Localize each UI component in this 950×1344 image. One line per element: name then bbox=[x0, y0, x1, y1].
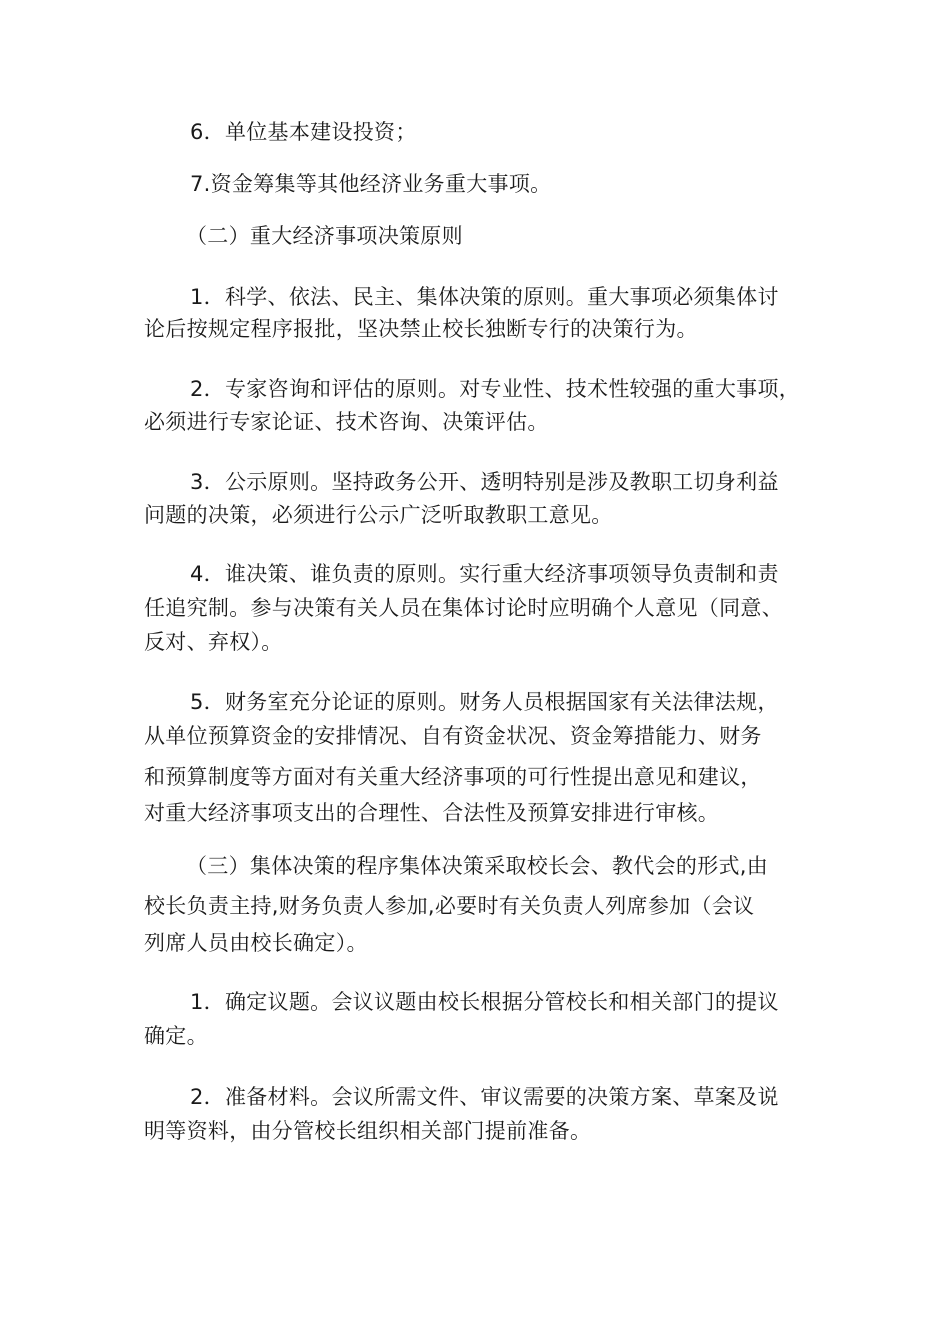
paragraph-line: 2．专家咨询和评估的原则。对专业性、技术性较强的重大事项， bbox=[190, 377, 801, 401]
paragraph-line: 反对、弃权）。 bbox=[144, 630, 283, 654]
paragraph-line: 1．科学、依法、民主、集体决策的原则。重大事项必须集体讨 bbox=[190, 285, 779, 309]
section-heading-2: （二）重大经济事项决策原则 bbox=[186, 224, 463, 248]
paragraph-line: （三）集体决策的程序集体决策采取校长会、教代会的形式,由 bbox=[186, 854, 769, 878]
paragraph-line: 5．财务室充分论证的原则。财务人员根据国家有关法律法规， bbox=[190, 690, 779, 714]
paragraph-line: 列席人员由校长确定）。 bbox=[144, 931, 368, 955]
paragraph-line: 任追究制。参与决策有关人员在集体讨论时应明确个人意见（同意、 bbox=[144, 596, 783, 620]
paragraph-line: 论后按规定程序报批，坚决禁止校长独断专行的决策行为。 bbox=[144, 317, 698, 341]
paragraph-line: 2．准备材料。会议所需文件、审议需要的决策方案、草案及说 bbox=[190, 1085, 779, 1109]
paragraph-line: 1．确定议题。会议议题由校长根据分管校长和相关部门的提议 bbox=[190, 990, 779, 1014]
paragraph-line: 4．谁决策、谁负责的原则。实行重大经济事项领导负责制和责 bbox=[190, 562, 779, 586]
list-item-7: 7.资金筹集等其他经济业务重大事项。 bbox=[190, 172, 552, 196]
paragraph-line: 对重大经济事项支出的合理性、合法性及预算安排进行审核。 bbox=[144, 801, 720, 825]
paragraph-line: 校长负责主持,财务负责人参加,必要时有关负责人列席参加（会议 bbox=[144, 894, 755, 918]
paragraph-line: 和预算制度等方面对有关重大经济事项的可行性提出意见和建议， bbox=[144, 765, 762, 789]
paragraph-line: 从单位预算资金的安排情况、自有资金状况、资金筹措能力、财务 bbox=[144, 724, 762, 748]
list-item-6: 6．单位基本建设投资； bbox=[190, 120, 417, 144]
paragraph-line: 问题的决策，必须进行公示广泛听取教职工意见。 bbox=[144, 503, 613, 527]
paragraph-line: 3．公示原则。坚持政务公开、透明特别是涉及教职工切身利益 bbox=[190, 470, 779, 494]
paragraph-line: 必须进行专家论证、技术咨询、决策评估。 bbox=[144, 410, 549, 434]
paragraph-line: 明等资料，由分管校长组织相关部门提前准备。 bbox=[144, 1119, 592, 1143]
paragraph-line: 确定。 bbox=[144, 1024, 208, 1048]
